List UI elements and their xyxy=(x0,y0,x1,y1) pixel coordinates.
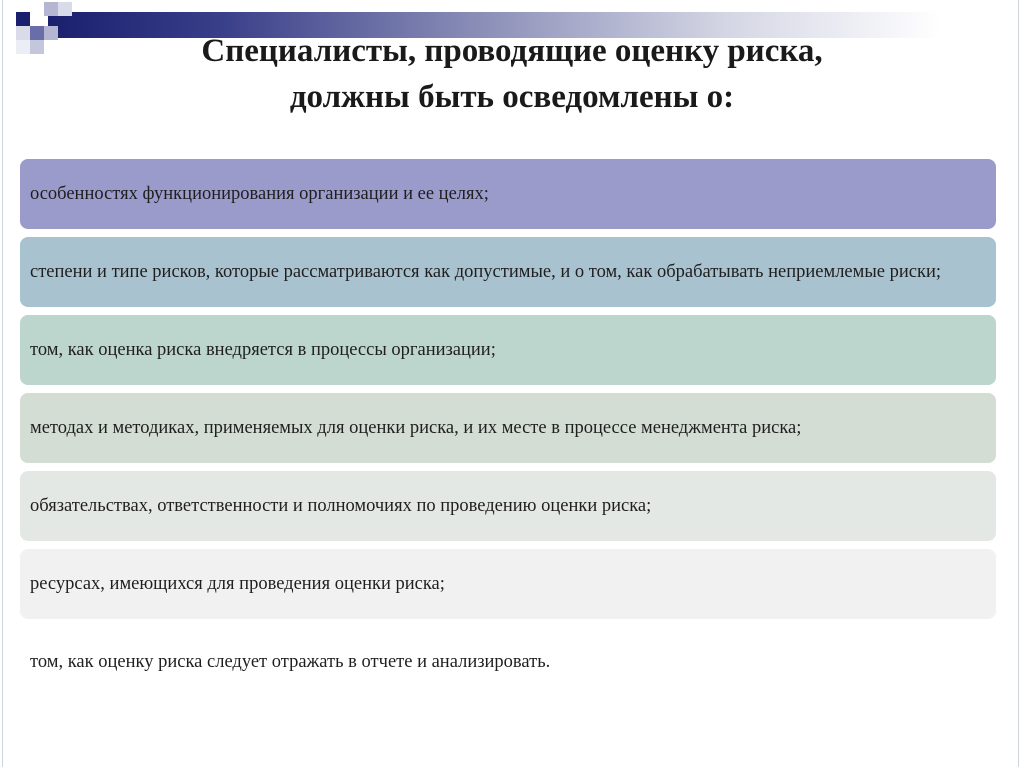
slide-frame-right-line xyxy=(1018,0,1019,767)
list-item-text: особенностях функционирования организации и ее целях; xyxy=(30,184,489,204)
list-item xyxy=(20,159,996,229)
list-item xyxy=(20,393,996,463)
corner-square xyxy=(30,12,44,26)
list-item-text: ресурсах, имеющихся для проведения оценки риска; xyxy=(30,574,445,594)
corner-square xyxy=(44,2,58,16)
list-item-text: том, как оценка риска внедряется в процессы организации; xyxy=(30,340,496,360)
list-item-text: обязательствах, ответственности и полномочиях по проведению оценки риска; xyxy=(30,496,652,516)
list-item xyxy=(20,627,996,697)
list-item-text: степени и типе рисков, которые рассматриваются как допустимые, и о том, как обрабатывать неприемлемые риски; xyxy=(30,262,941,282)
list-item xyxy=(20,237,996,307)
slide-frame-left-line xyxy=(2,0,3,767)
list-item-text: методах и методиках, применяемых для оценки риска, и их месте в процессе менеджмента риска; xyxy=(30,418,802,438)
list-item-text: том, как оценку риска следует отражать в отчете и анализировать. xyxy=(30,652,551,672)
corner-square xyxy=(58,2,72,16)
corner-square xyxy=(16,12,30,26)
corner-square xyxy=(16,26,30,40)
list-item xyxy=(20,315,996,385)
corner-square xyxy=(16,40,30,54)
list-item xyxy=(20,549,996,619)
list-item xyxy=(20,471,996,541)
slide-title: Специалисты, проводящие оценку риска, должны быть осведомлены о: xyxy=(201,33,823,115)
